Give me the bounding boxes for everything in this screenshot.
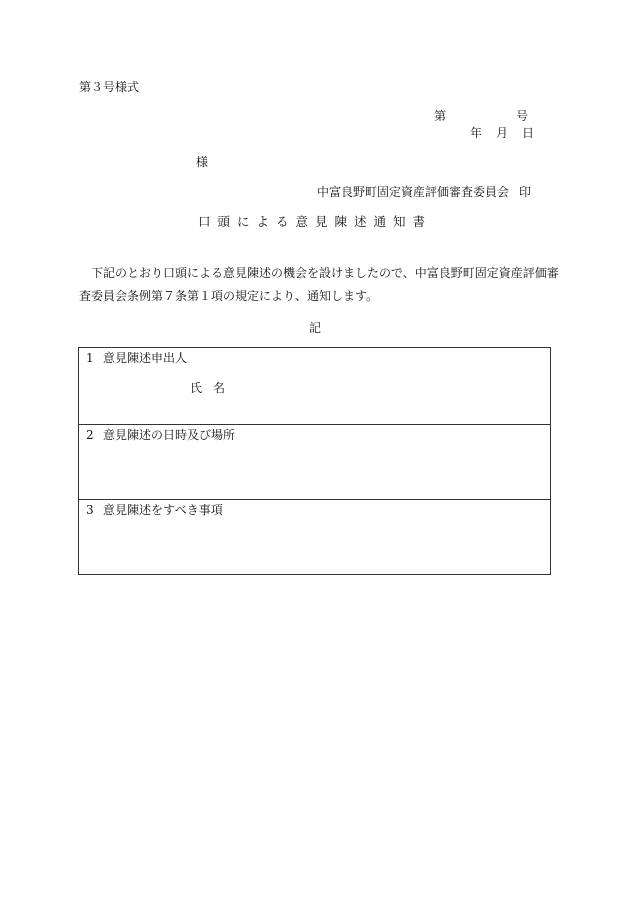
name-field-label-1: 氏 xyxy=(190,381,203,395)
item-number: 3 xyxy=(86,503,94,517)
addressee-honorific: 様 xyxy=(196,155,209,169)
item-label: 意見陳述の日時及び場所 xyxy=(103,428,236,442)
ki-heading: 記 xyxy=(308,321,321,335)
item-row-datetime-place xyxy=(79,424,550,499)
items-table xyxy=(78,347,551,575)
body-line-1: 下記のとおり口頭による意見陳述の機会を設けましたので、中富良野町固定資産評価審 xyxy=(91,266,559,280)
item-row-applicant xyxy=(79,348,550,424)
issue-number xyxy=(434,110,528,122)
body-paragraph xyxy=(79,262,559,308)
item-label: 意見陳述申出人 xyxy=(103,351,188,365)
body-line-2: 査委員会条例第７条第１項の規定により、通知します。 xyxy=(79,289,379,303)
document-title: 口頭による意見陳述通知書 xyxy=(197,214,432,229)
name-field-label-2: 名 xyxy=(213,381,226,395)
issue-number-suffix: 号 xyxy=(516,109,529,123)
issue-number-prefix: 第 xyxy=(434,109,447,123)
item-row-matters xyxy=(79,499,550,574)
item-number: 2 xyxy=(86,428,94,442)
item-label: 意見陳述をすべき事項 xyxy=(103,503,223,517)
form-number: 第３号様式 xyxy=(79,80,140,94)
item-number: 1 xyxy=(86,351,94,365)
issue-date: 年 月 日 xyxy=(470,126,536,140)
issuer xyxy=(317,186,531,198)
issuer-name: 中富良野町固定資産評価審査委員会 xyxy=(317,185,510,199)
name-field-label xyxy=(190,382,225,394)
seal-mark: 印 xyxy=(519,185,532,199)
